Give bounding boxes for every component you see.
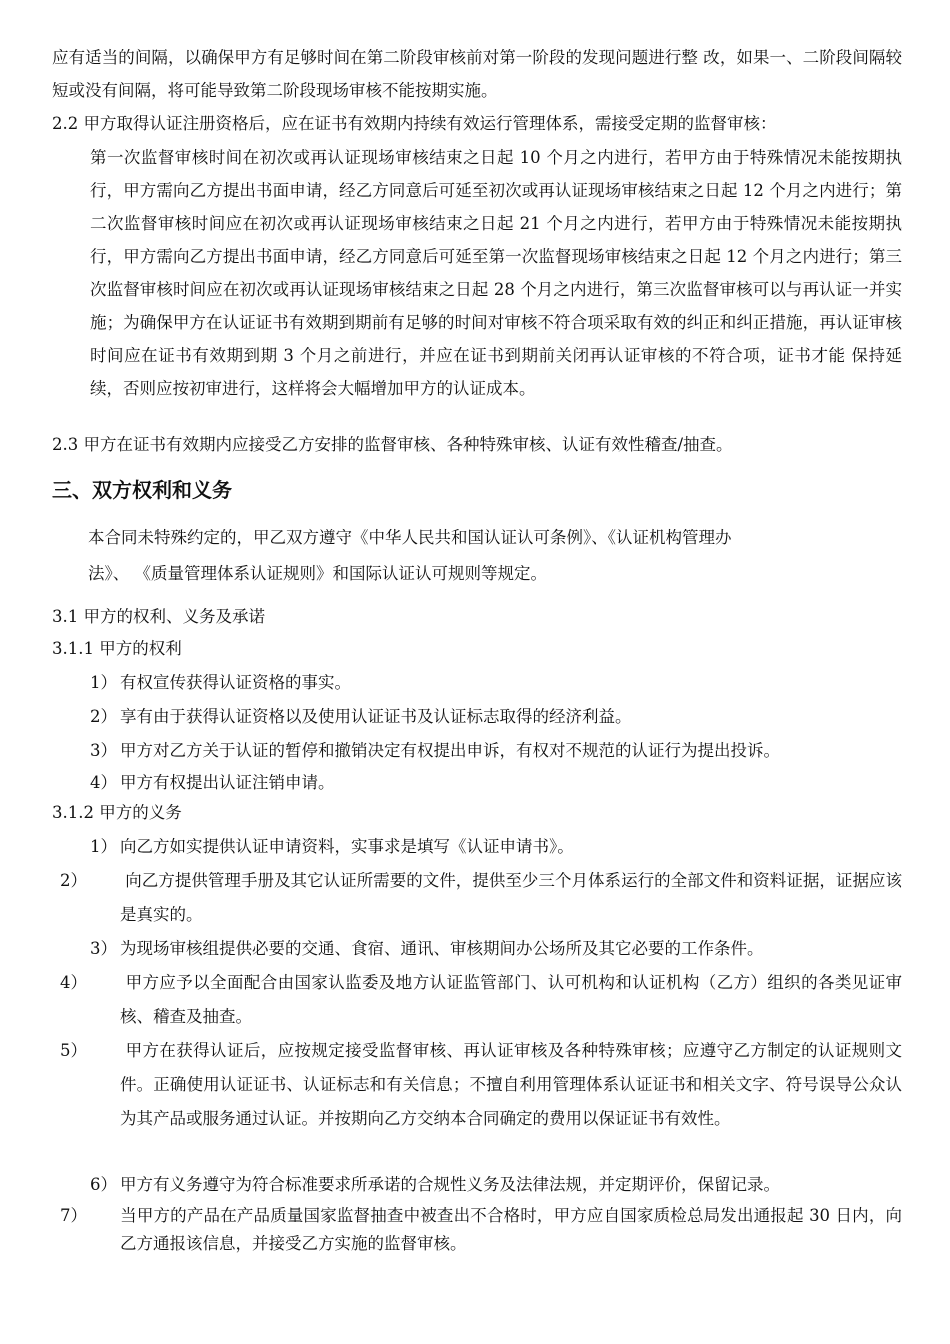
item-text: 当甲方的产品在产品质量国家监督抽查中被查出不合格时，甲方应自国家质检总局发出通报起 30 日内，向乙方通报该信息，并接受乙方实施的监督审核。 <box>120 1206 902 1253</box>
subsection-3-1-2: 3.1.2 甲方的义务 <box>52 803 182 822</box>
item-text: 甲方在获得认证后，应按规定接受监督审核、再认证审核及各种特殊审核；应遵守乙方制定的认证规则文件。正确使用认证证书、认证标志和有关信息；不擅自利用管理体系认证证书和相关文字、符号误导公众认为其产品或服务通过认证。并按期向乙方交纳本合同确定的费用以保证证书有效性。 <box>120 1041 902 1128</box>
rights-item-1 <box>90 666 902 700</box>
item-number: 4） <box>60 973 87 992</box>
intro-line-2: 法》、 《质量管理体系认证规则》和国际认证认可规则等规定。 <box>88 564 547 583</box>
duties-item-2 <box>60 864 902 932</box>
subsection-3-1: 3.1 甲方的权利、义务及承诺 <box>52 607 265 626</box>
item-text: 为现场审核组提供必要的交通、食宿、通讯、审核期间办公场所及其它必要的工作条件。 <box>120 939 764 958</box>
item-number: 7） <box>60 1206 87 1225</box>
item-number: 1） <box>90 837 117 856</box>
section-3-intro <box>52 520 872 592</box>
item-text: 甲方应予以全面配合由国家认监委及地方认证监管部门、认可机构和认证机构（乙方）组织的各类见证审核、稽查及抽查。 <box>120 973 902 1026</box>
item-number: 3） <box>90 741 117 760</box>
section-3-title: 三、双方权利和义务 <box>52 478 232 502</box>
item-text: 享有由于获得认证资格以及使用认证证书及认证标志取得的经济利益。 <box>120 707 632 726</box>
duties-item-1 <box>90 830 902 864</box>
item-number: 4） <box>90 773 117 792</box>
duties-item-6 <box>90 1168 902 1202</box>
item-text: 甲方有权提出认证注销申请。 <box>120 773 335 792</box>
item-number: 3） <box>90 939 117 958</box>
rights-item-3 <box>90 734 902 768</box>
item-number: 5） <box>60 1041 87 1060</box>
rights-item-2 <box>90 700 902 734</box>
rights-item-4 <box>90 766 902 800</box>
subsection-3-1-1: 3.1.1 甲方的权利 <box>52 639 182 658</box>
item-text: 向乙方提供管理手册及其它认证所需要的文件，提供至少三个月体系运行的全部文件和资料证据，证据应该是真实的。 <box>120 871 902 924</box>
paragraph-2-2-body: 第一次监督审核时间在初次或再认证现场审核结束之日起 10 个月之内进行，若甲方由于特殊情况未能按期执行，甲方需向乙方提出书面申请，经乙方同意后可延至初次或再认证现场审核结束之日起 12 个月之内进行；第二次监督审核时间应在初次或再认证现场审核结束之日起 21 个月之内进行，若甲方由于特殊情况未能按期执行，甲方需向乙方提出书面申请，经乙方同意后可延至第一次监督现场审核结束之日起 12 个月之内进行；第三次监督审核时间应在初次或再认证现场审核结束之日起 28 个月之内进行，第三次监督审核可以与再认证一并实施；为确保甲方在认证证书有效期到期前有足够的时间对审核不符合项采取有效的纠正和纠正措施，再认证审核时间应在证书有效期到期 3 个月之前进行，并应在证书到期前关闭再认证审核的不符合项，证书才能 保持延续，否则应按初审进行，这样将会大幅增加甲方的认证成本。 <box>90 148 902 398</box>
item-number: 6） <box>90 1175 117 1194</box>
paragraph-2-2-heading: 2.2 甲方取得认证注册资格后，应在证书有效期内持续有效运行管理体系，需接受定期的监督审核： <box>52 114 777 133</box>
duties-item-7 <box>60 1202 902 1258</box>
item-text: 甲方有义务遵守为符合标准要求所承诺的合规性义务及法律法规，并定期评价，保留记录。 <box>120 1175 780 1194</box>
item-number: 1） <box>90 673 117 692</box>
item-text: 有权宣传获得认证资格的事实。 <box>120 673 351 692</box>
intro-line-1: 本合同未特殊约定的，甲乙双方遵守《中华人民共和国认证认可条例》、《认证机构管理办 <box>88 528 732 547</box>
item-text: 甲方对乙方关于认证的暂停和撤销决定有权提出申诉，有权对不规范的认证行为提出投诉。 <box>120 741 780 760</box>
item-text: 向乙方如实提供认证申请资料，实事求是填写《认证申请书》。 <box>120 837 574 856</box>
paragraph-stage-interval: 应有适当的间隔，以确保甲方有足够时间在第二阶段审核前对第一阶段的发现问题进行整 改，如果一、二阶段间隔较短或没有间隔，将可能导致第二阶段现场审核不能按期实施。 <box>52 48 902 100</box>
duties-item-4 <box>60 966 902 1034</box>
duties-item-3 <box>90 932 902 966</box>
item-number: 2） <box>60 871 87 890</box>
paragraph-2-3: 2.3 甲方在证书有效期内应接受乙方安排的监督审核、各种特殊审核、认证有效性稽查/抽查。 <box>52 435 733 454</box>
item-number: 2） <box>90 707 117 726</box>
duties-item-5 <box>60 1034 902 1136</box>
